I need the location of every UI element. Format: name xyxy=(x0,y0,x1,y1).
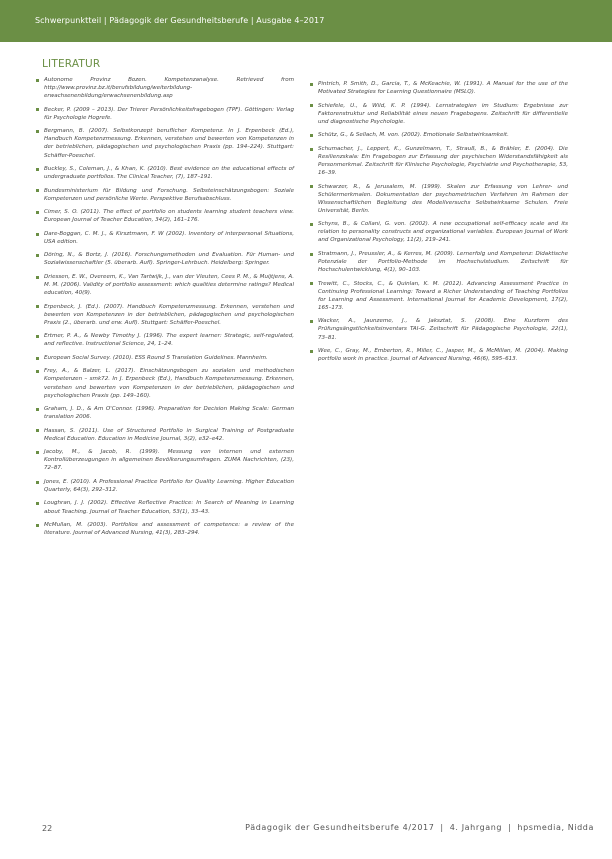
reference-text: Erpenbeck, J. (Ed.). (2007). Handbuch Kompetenzmessung. Erkennen, verstehen und bewerten von Kompetenzen in der betrieblichen, pädagogischen und psychologischen Praxis (2., überarb. und erw. Aufl). Stuttgart: Schäffer-Poeschel. xyxy=(44,303,294,326)
bullet-icon xyxy=(36,168,39,171)
bullet-icon xyxy=(36,451,39,454)
reference-item xyxy=(36,405,294,421)
reference-text: Hassan, S. (2011). Use of Structured Portfolio in Surgical Training of Postgraduate Medical Education. Education in Medicine Journal, 3(2), e32–e42. xyxy=(44,427,294,442)
bullet-icon xyxy=(36,189,39,192)
section-title: LITERATUR xyxy=(42,58,101,70)
bullet-icon xyxy=(36,481,39,484)
bullet-icon xyxy=(36,254,39,257)
bullet-icon xyxy=(36,408,39,411)
reference-item xyxy=(36,427,294,443)
bullet-icon xyxy=(310,104,313,107)
bullet-icon xyxy=(36,335,39,338)
reference-text: Schyns, B., & Collani, G. von. (2002). A new occupational self-efficacy scale and its relation to personality constructs and organizational variables. European Journal of Work and Organizational Psychology, 11(2), 219–241. xyxy=(318,221,568,244)
reference-text: Wee, C., Gray, M., Emberton, R., Miller, C., Jasper, M., & McMillan, M. (2004). Making portfolio work in practice. Journal of Advanced Nursing, 46(6), 595–613. xyxy=(318,348,568,363)
reference-text: Schwarzer, R., & Jerusalem, M. (1999). Skalen zur Erfassung von Lehrer- und Schülermerkmalen. Dokumentation der psychometrischen Verfahren im Rahmen der Wissenschaftlichen Begleitung des Modellversuchs Selbstwirksame Schulen. Freie Universität, Berlin. xyxy=(318,183,568,214)
reference-item xyxy=(36,332,294,348)
footer xyxy=(0,810,612,844)
bullet-icon xyxy=(310,83,313,86)
bullet-icon xyxy=(36,79,39,82)
bullet-icon xyxy=(310,253,313,256)
reference-item xyxy=(36,521,294,537)
reference-text: Jacoby, M., & Jacob, R. (1999). Messung von internen und externen Kontrollüberzeugungen in allgemeinen Bevölkerungsumfragen. ZUMA Nachrichten, (23), 72–87. xyxy=(44,449,294,472)
bullet-icon xyxy=(36,305,39,308)
reference-item xyxy=(36,273,294,297)
footer-journal: Pädagogik der Gesundheitsberufe 4/2017 xyxy=(245,823,435,832)
reference-item xyxy=(36,127,294,159)
reference-item xyxy=(310,80,568,96)
reference-text: Schumacher, J., Leppert, K., Gunzelmann, T., Strauß, B., & Brähler, E. (2004). Die Resilienzskala: Ein Fragebogen zur Erfassung der psychischen Widerstandsfähigkeit als Personmerkmal. Zeitschrift für Klinische Psychologie, Psychiatrie und Psychotherapie, 53, 16–39. xyxy=(318,145,568,177)
reference-text: Jones, E. (2010). A Professional Practice Portfolio for Quality Learning. Higher Education Quarterly, 64(3), 292–312. xyxy=(44,478,294,493)
reference-item xyxy=(310,145,568,177)
reference-text: McMullan, M. (2003). Portfolios and assessment of competence: a review of the literature. Journal of Advanced Nursing, 41(3), 283–294. xyxy=(44,522,294,537)
footer-separator: | xyxy=(508,823,512,832)
reference-text: Ertmer, P. A., & Newby Timothy J. (1996). The expert learner: Strategic, self-regulated, and reflective. Instructional Science, 24, 1–24. xyxy=(44,333,294,348)
bullet-icon xyxy=(36,130,39,133)
header-bar xyxy=(0,0,612,42)
reference-text: Stratmann, J., Preussler, A., & Kerres, M. (2009). Lernerfolg und Kompetenz: Didaktische Potenziale der Portfolio-Methode im Hochschulstudium. Zeitschrift für Hochschulentwicklung, 4(1), 90–103. xyxy=(318,250,568,274)
bullet-icon xyxy=(310,185,313,188)
footer-volume: 4. Jahrgang xyxy=(449,823,503,832)
reference-text: Wacker, A., Jaunzeme, J., & Jaksztat, S. (2008). Eine Kurzform des Prüfungsängstlichkeitsinventars TAI-G. Zeitschrift für Pädagogische Psychologie, 22(1), 73–81. xyxy=(318,318,568,341)
reference-column-left xyxy=(36,76,294,543)
reference-text: Driessen, E. W., Overeem, K., Van Tartwijk, J., van der Vleuten, Cees P. M., & Muijtjens, A. M. M. (2006). Validity of portfolio assessment: which qualities determine ratings? Medical education, 40(9). xyxy=(44,273,294,297)
reference-text: Dare-Boggan, C. M. J., & Kirsztmann, F. W (2002). Inventory of interpersonal Situations, USA edition. xyxy=(44,230,294,245)
bullet-icon xyxy=(36,502,39,505)
bullet-icon xyxy=(310,350,313,353)
reference-item xyxy=(310,250,568,274)
reference-item xyxy=(310,220,568,244)
reference-item xyxy=(36,76,294,100)
reference-text: Schütz, G., & Sellach, M. von. (2002). Emotionale Selbstwirksamkeit. xyxy=(318,132,509,139)
reference-text: Graham, J. D., & Am O'Connor. (1996). Preparation for Decision Making Scale: German translation 2006. xyxy=(44,406,294,421)
bullet-icon xyxy=(36,429,39,432)
reference-text: Cimer, S. O. (2011). The effect of portfolio on students learning student teachers view. European Journal of Teacher Education, 34(2), 161–176. xyxy=(44,209,294,224)
bullet-icon xyxy=(310,148,313,151)
page-number: 22 xyxy=(42,824,53,833)
reference-item xyxy=(36,208,294,224)
footer-separator: | xyxy=(440,823,444,832)
reference-text: Schiefele, U., & Wild, K. P. (1994). Lernstrategien im Studium: Ergebnisse zur Faktorenstruktur und Reliabilität eines neuen Fragebogens. Zeitschrift für differentielle und diagnostische Psychologie. xyxy=(318,102,568,125)
reference-item xyxy=(310,317,568,341)
reference-column-right xyxy=(310,80,568,369)
bullet-icon xyxy=(36,370,39,373)
reference-item xyxy=(36,499,294,515)
reference-text: European Social Survey. (2010). ESS Round 5 Translation Guidelines. Mannheim. xyxy=(44,354,268,361)
reference-item xyxy=(310,183,568,215)
bullet-icon xyxy=(310,134,313,137)
bullet-icon xyxy=(36,108,39,111)
reference-item xyxy=(36,303,294,327)
bullet-icon xyxy=(36,233,39,236)
reference-text: Pintrich, P. Smith, D., Garcia, T., & McKeachie, W. (1991). A Manual for the use of the Motivated Strategies for Learning Questionnaire (MSLQ). xyxy=(318,81,568,96)
reference-item xyxy=(36,367,294,399)
bullet-icon xyxy=(310,223,313,226)
reference-item xyxy=(310,280,568,312)
reference-item xyxy=(36,230,294,246)
reference-item xyxy=(36,251,294,267)
header-text: Schwerpunktteil | Pädagogik der Gesundheitsberufe | Ausgabe 4–2017 xyxy=(35,16,325,25)
reference-item xyxy=(310,131,568,139)
reference-text: Bergmann, B. (2007). Selbstkonzept beruflicher Kompetenz. In J. Erpenbeck (Ed.), Handbuch Kompetenzmessung. Erkennen, verstehen und bewerten von Kompetenzen in der betrieblichen, pädagogischen und psychologischen Praxis (pp. 194–224). Stuttgart: Schäffer-Poeschel. xyxy=(44,128,294,159)
bullet-icon xyxy=(310,320,313,323)
footer-publisher: hpsmedia, Nidda xyxy=(517,823,594,832)
reference-item xyxy=(36,187,294,203)
bullet-icon xyxy=(36,211,39,214)
reference-text: Autonome Provinz Bozen. Kompetenzanalyse. Retrieved from http://www.provinz.bz.it/berufsbildung/weiterbildung-erwachsenenbildung/erwachsenenbildung.asp xyxy=(44,77,294,100)
reference-item xyxy=(310,102,568,126)
footer-info xyxy=(245,823,594,832)
reference-text: Buckley, S., Coleman, J., & Khan, K. (2010). Best evidence on the educational effects of undergraduate portfolios. The Clinical Teacher, (7), 187–191. xyxy=(44,166,294,181)
bullet-icon xyxy=(36,276,39,279)
reference-item xyxy=(36,354,294,362)
reference-item xyxy=(36,478,294,494)
reference-text: Frey, A., & Balzer, L. (2017). Einschätzungsbogen zu sozialen und methodischen Kompetenzen – smk72. In J. Erpenbeck (Ed.), Handbuch Kompetenzmessung. Erkennen, verstehen und bewerten von Kompetenzen in der betrieblichen, pädagogischen und psychologischen Praxis (pp. 149–160). xyxy=(44,368,294,399)
reference-item xyxy=(36,448,294,472)
reference-text: Becker, P. (2009 – 2013). Der Trierer Persönlichkeitsfragebogen (TPF). Göttingen: Verlag für Psychologie Hogrefe. xyxy=(44,106,294,121)
bullet-icon xyxy=(36,524,39,527)
bullet-icon xyxy=(310,282,313,285)
reference-text: Trewitt, C., Stocks, C., & Quinlan, K. M. (2012). Advancing Assessment Practice in Continuing Professional Learning: Toward a Richer Understanding of Teaching Portfolios for Learning and Assessment. International Journal for Academic Development, 17(2), 165–173. xyxy=(318,280,568,311)
reference-item xyxy=(310,347,568,363)
reference-text: Bundesministerium für Bildung und Forschung. Selbsteinschätzungsbogen: Soziale Kompetenzen und persönliche Werte. Perspektive Berufsabschluss. xyxy=(44,187,294,202)
reference-text: Loughran, J. J. (2002). Effective Reflective Practice: In Search of Meaning in Learning about Teaching. Journal of Teacher Education, 53(1), 33–43. xyxy=(44,500,294,515)
reference-text: Döring, N., & Bortz, J. (2016). Forschungsmethoden und Evaluation. Für Human- und Sozialwissenschaftler (5. überarb. Aufl). Springer-Lehrbuch. Heidelberg: Springer. xyxy=(44,252,294,267)
reference-item xyxy=(36,106,294,122)
bullet-icon xyxy=(36,357,39,360)
reference-item xyxy=(36,165,294,181)
